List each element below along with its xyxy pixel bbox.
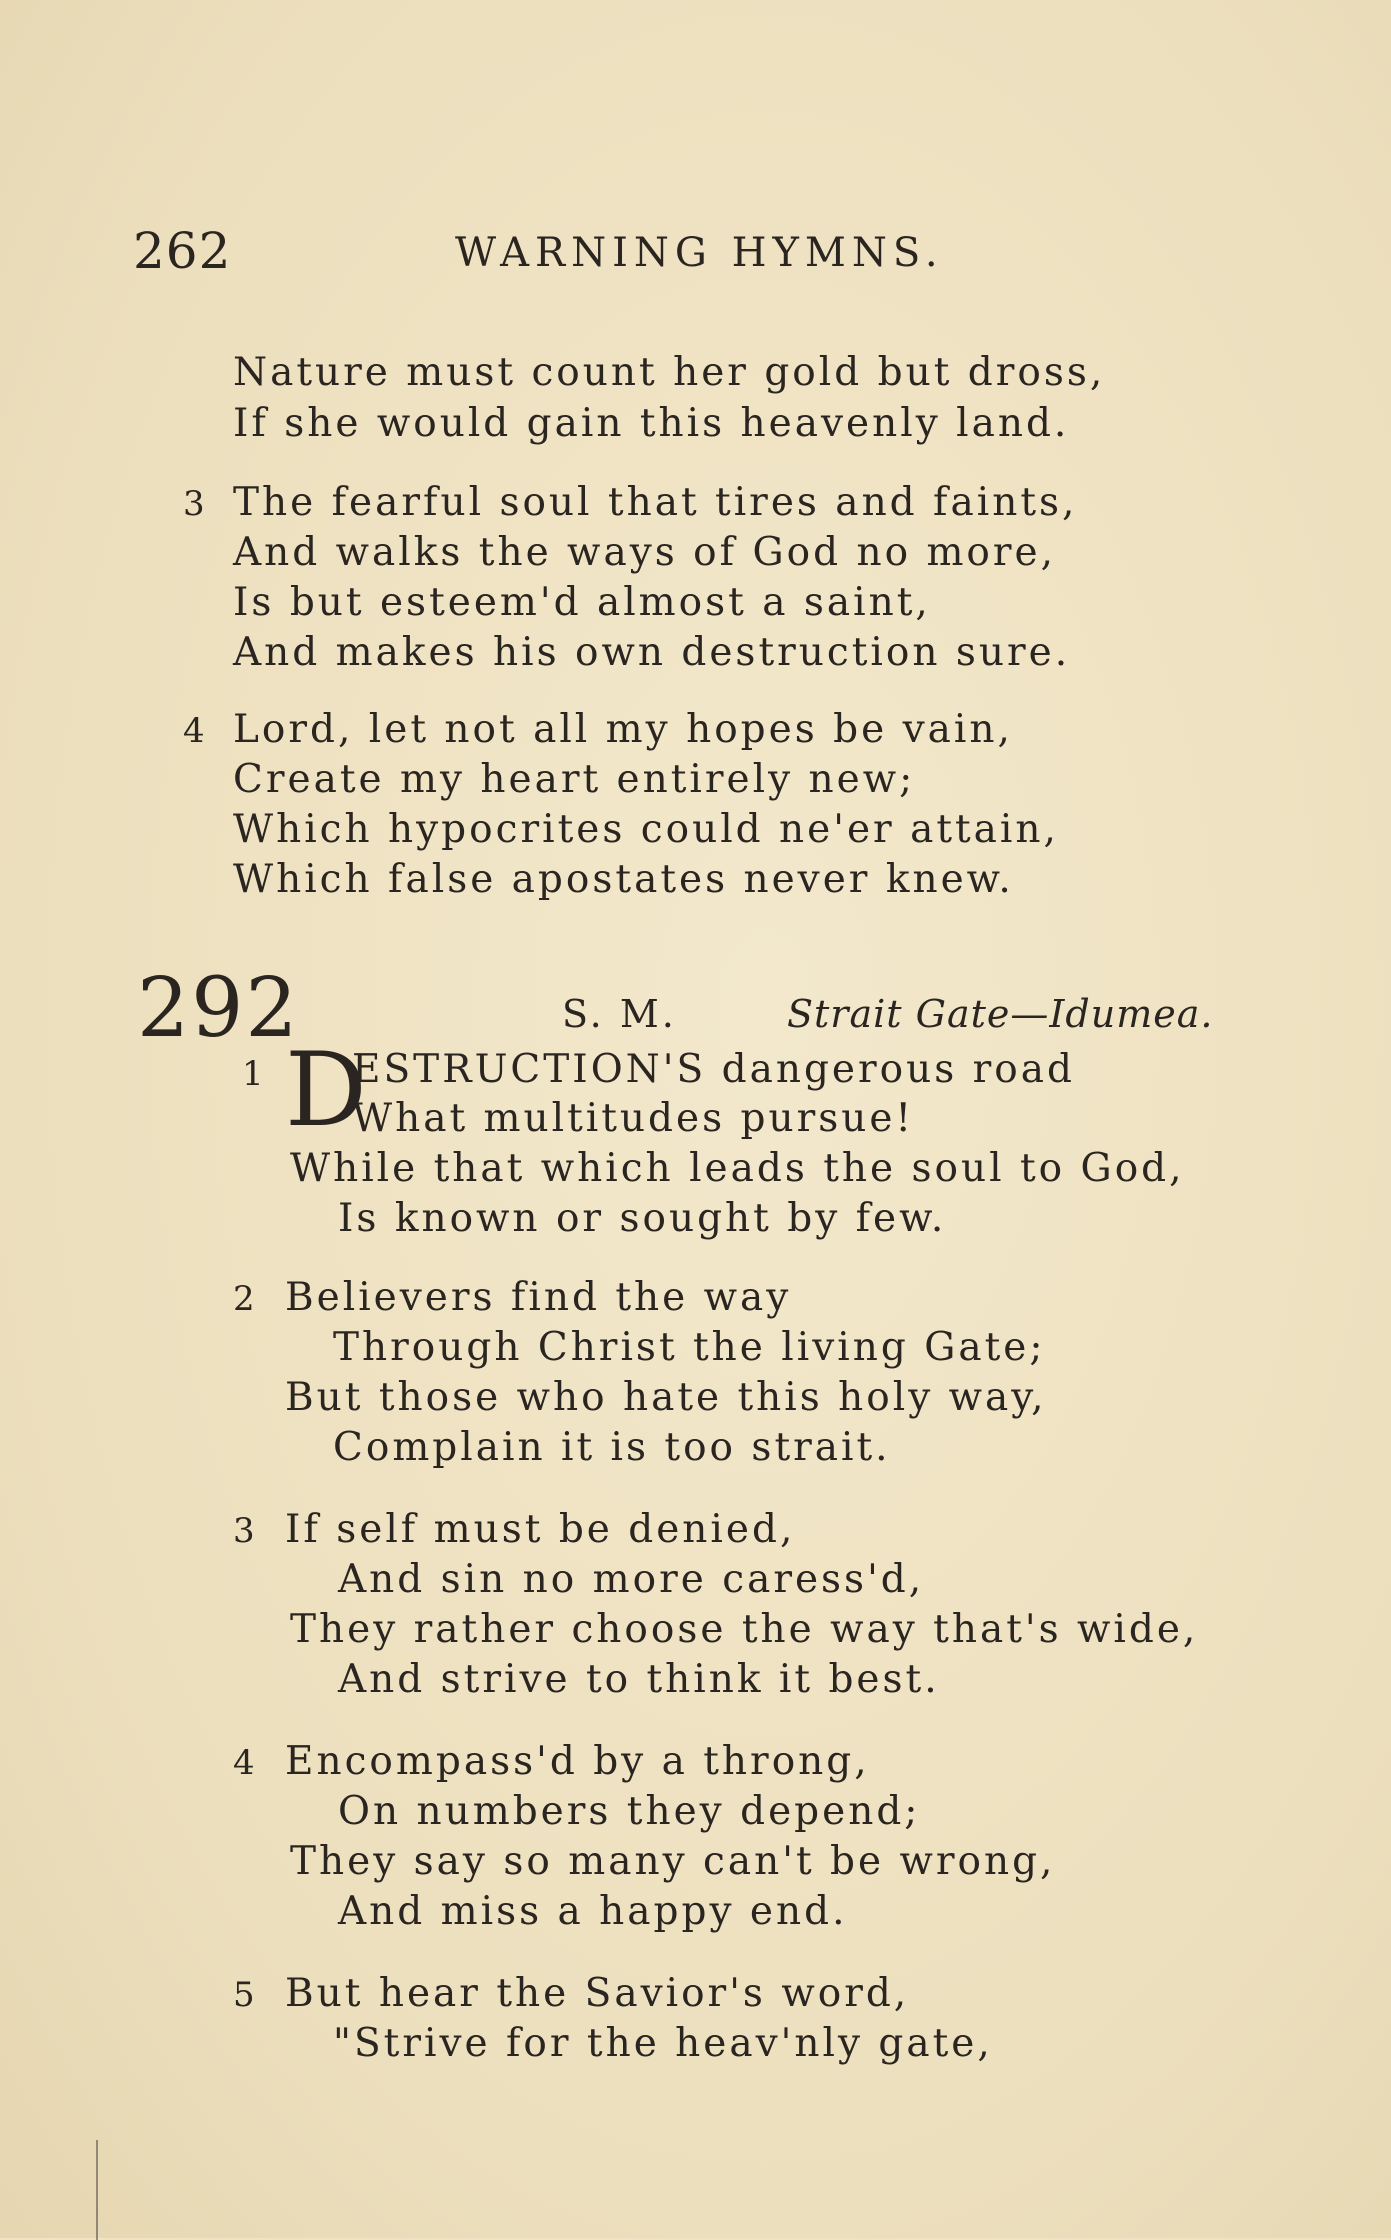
verse-line: Is but esteem'd almost a saint, (233, 580, 931, 625)
verse-line: Which hypocrites could ne'er attain, (233, 807, 1059, 852)
verse-line: And strive to think it best. (338, 1657, 940, 1702)
verse-number: 2 (233, 1279, 255, 1319)
verse-number: 3 (233, 1511, 255, 1551)
hymn-number: 292 (137, 961, 300, 1056)
verse-line: But those who hate this holy way, (285, 1375, 1047, 1420)
verse-line: And miss a happy end. (338, 1889, 848, 1934)
verse-line: On numbers they depend; (338, 1789, 921, 1834)
verse-line: What multitudes pursue! (352, 1096, 915, 1141)
verse-number: 4 (233, 1743, 255, 1783)
verse-number: 4 (183, 711, 205, 751)
verse-line: If self must be denied, (285, 1507, 796, 1552)
verse-line: Which false apostates never knew. (233, 857, 1014, 902)
page-number: 262 (133, 222, 232, 280)
drop-cap: D (285, 1031, 367, 1150)
verse-line: They say so many can't be wrong, (290, 1839, 1056, 1884)
verse-line: And makes his own destruction sure. (233, 630, 1071, 675)
verse-line: While that which leads the soul to God, (290, 1146, 1185, 1191)
verse-line: The fearful soul that tires and faints, (233, 480, 1078, 525)
margin-mark (96, 2140, 98, 2240)
verse-number: 1 (242, 1054, 264, 1094)
verse-line: Complain it is too strait. (333, 1425, 891, 1470)
verse-line: Believers find the way (285, 1275, 792, 1320)
verse-line: And walks the ways of God no more, (233, 530, 1057, 575)
verse-line: Lord, let not all my hopes be vain, (233, 707, 1013, 752)
verse-line: Encompass'd by a throng, (285, 1739, 870, 1784)
hymn-tune: Strait Gate—Idumea. (787, 992, 1214, 1036)
verse-line: And sin no more caress'd, (338, 1557, 925, 1602)
verse-line: But hear the Savior's word, (285, 1971, 910, 2016)
verse-line: Is known or sought by few. (338, 1196, 947, 1241)
verse-line: If she would gain this heavenly land. (233, 401, 1070, 446)
verse-line: Create my heart entirely new; (233, 757, 916, 802)
verse-line: ESTRUCTION'S dangerous road (352, 1047, 1075, 1092)
verse-number: 3 (183, 484, 205, 524)
hymn-meter: S. M. (562, 992, 677, 1036)
verse-line: They rather choose the way that's wide, (290, 1607, 1199, 1652)
verse-line: "Strive for the heav'nly gate, (333, 2021, 993, 2066)
verse-line: Nature must count her gold but dross, (233, 350, 1106, 395)
running-head: WARNING HYMNS. (455, 230, 944, 276)
verse-number: 5 (233, 1975, 255, 2015)
page-header (0, 222, 1391, 282)
verse-line: Through Christ the living Gate; (333, 1325, 1046, 1370)
